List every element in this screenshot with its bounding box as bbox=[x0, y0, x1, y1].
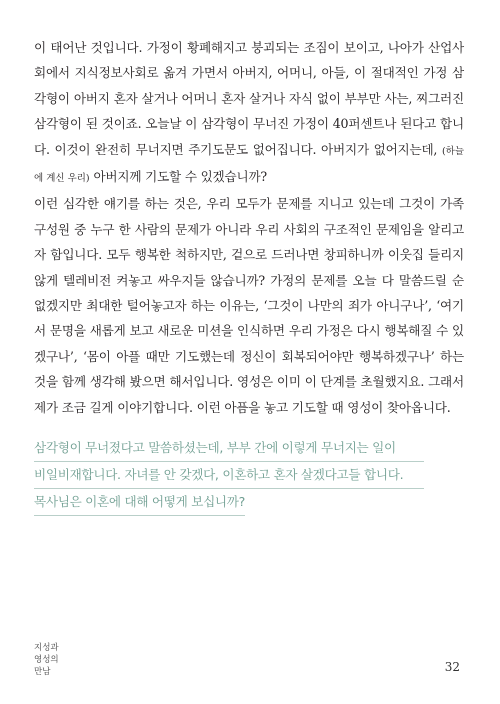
section-label bbox=[34, 642, 59, 678]
paragraph-1-small-text: (하늘에 계신 우리) bbox=[34, 145, 464, 185]
paragraph-1-text: 이 태어난 것입니다. 가정이 황폐해지고 붕괴되는 조짐이 보이고, 나아가 산업사회에서 지식정보사회로 옮겨 가면서 아버지, 어머니, 아들, 이 절대적인 가정 삼각형이 아버지 혼자 살거나 어머니 혼자 살거나 자식 없이 부부만 사는, 찌그러진 삼각형이 된 것이죠. 오늘날 이 삼각형이 무너진 가정이 40퍼센트나 된다고 합니다. 이것이 완전히 무너지면 주기도문도 없어집니다. 아버지가 없어지는데, bbox=[34, 40, 464, 157]
page-number: 32 bbox=[444, 660, 460, 674]
paragraph-1-end: 아버지께 기도할 수 있겠습니까? bbox=[93, 169, 267, 185]
question-line-1: 삼각형이 무너졌다고 말씀하셨는데, 부부 간에 이렇게 무너지는 일이 bbox=[34, 435, 424, 462]
interview-question bbox=[34, 435, 424, 516]
body-text bbox=[34, 35, 464, 420]
paragraph-2: 이런 심각한 얘기를 하는 것은, 우리 모두가 문제를 지니고 있는데 그것이 가족 구성원 중 누구 한 사람의 문제가 아니라 우리 사회의 구조적인 문제임을 알리고자 함입니다. 모두 행복한 척하지만, 겉으로 드러나면 창피하니까 이웃집 들리지 않게 텔레비전 켜놓고 싸우지들 않습니까? 가정의 문제를 오늘 다 말씀드릴 순 없겠지만 최대한 털어놓고자 하는 이유는, ‘그것이 나만의 죄가 아니구나’, ‘여기서 문명을 새롭게 보고 새로운 미션을 인식하면 우리 가정은 다시 행복해질 수 있겠구나’, ‘몸이 아플 때만 기도했는데 정신이 회복되어야만 행복하겠구나’ 하는 것을 함께 생각해 봤으면 해서입니다. 영성은 이미 이 단계를 초월했지요. 그래서 제가 조금 길게 이야기합니다. 이런 아픔을 놓고 기도할 때 영성이 찾아옵니다. bbox=[34, 196, 464, 415]
question-line-2: 비일비재합니다. 자녀를 안 갖겠다, 이혼하고 혼자 살겠다고들 합니다. bbox=[34, 462, 424, 489]
question-line-3: 목사님은 이혼에 대해 어떻게 보십니까? bbox=[34, 489, 245, 516]
section-label-line-1: 지성과 bbox=[34, 643, 59, 653]
paragraph-1 bbox=[34, 35, 464, 191]
section-label-line-3: 만남 bbox=[34, 667, 51, 677]
section-label-line-2: 영성의 bbox=[34, 655, 59, 665]
